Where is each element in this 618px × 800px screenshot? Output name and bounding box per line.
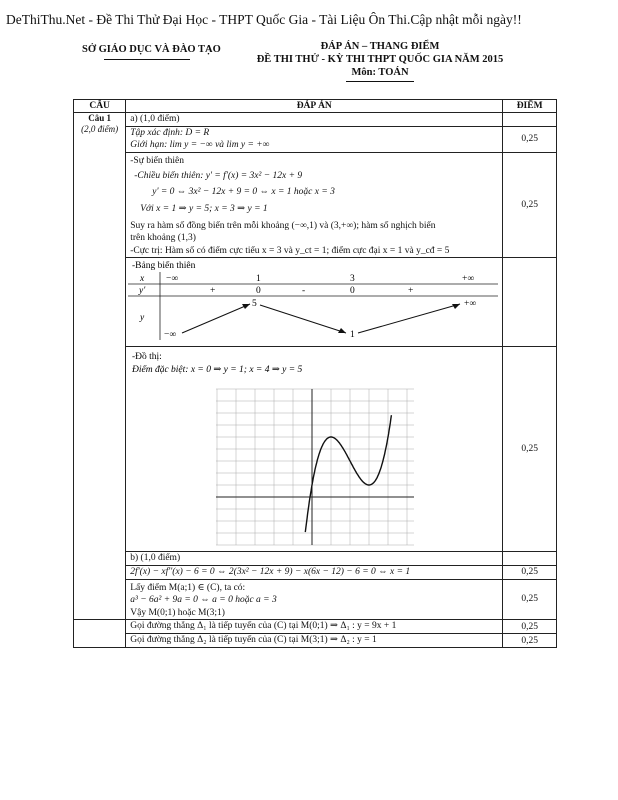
score-cell <box>503 552 557 566</box>
col-header-question: CÂU <box>74 100 126 113</box>
part-a-heading: a) (1,0 điểm) <box>126 113 503 127</box>
critical-points-text: y' = 0 ⇔ 3x² − 12x + 9 = 0 ⇔ x = 1 hoặc x = 3 <box>152 186 335 197</box>
sign: + <box>210 286 216 296</box>
sign: 0 <box>256 286 261 296</box>
site-banner: DeThiThu.Net - Đề Thi Thử Đại Học - THPT Quốc Gia - Tài Liệu Ôn Thi.Cập nhật mỗi ngày!! <box>6 12 522 27</box>
y-row-label: y <box>140 313 145 323</box>
question-points: (2,0 điểm) <box>81 124 119 134</box>
table-row <box>74 126 557 152</box>
x-value: −∞ <box>166 274 179 284</box>
y-value: −∞ <box>164 330 177 340</box>
table-row <box>74 347 557 552</box>
score-value: 0,25 <box>503 634 557 648</box>
point-solution-cell <box>126 579 503 620</box>
decreasing-interval-text: trên khoảng (1,3) <box>130 233 196 243</box>
table-row <box>74 565 557 579</box>
x-row-label: x <box>140 274 145 284</box>
score-value: 0,25 <box>503 620 557 634</box>
x-value: +∞ <box>462 274 475 284</box>
tangent-2-text: Gọi đường thẳng Δ₂ là tiếp tuyến của (C) tại M(3;1) ⇒ Δ₂ : y = 1 <box>126 634 503 648</box>
score-value: 0,25 <box>503 152 557 258</box>
extreme-values-text: Với x = 1 ⇒ y = 5; x = 3 ⇒ y = 1 <box>140 204 268 214</box>
answer-table <box>73 99 557 648</box>
derivative-text: -Chiều biến thiên: y' = f'(x) = 3x² − 12x + 9 <box>134 171 303 181</box>
score-value: 0,25 <box>503 347 557 552</box>
increasing-arrow <box>358 304 460 333</box>
variation-table-title: -Bảng biến thiên <box>132 261 196 271</box>
graph-title: -Đồ thị: <box>132 352 163 362</box>
score-cell <box>503 113 557 127</box>
sign: 0 <box>350 286 355 296</box>
table-row <box>74 579 557 620</box>
decreasing-arrow <box>260 305 346 333</box>
domain-text: Tập xác định: D = R <box>130 127 210 138</box>
table-row <box>74 258 557 347</box>
table-row <box>74 620 557 634</box>
sign: - <box>302 286 306 296</box>
answer-key-title: ĐÁP ÁN – THANG ĐIỂM <box>320 41 440 52</box>
yprime-row-label: y' <box>139 286 146 296</box>
variation-cell <box>126 152 503 258</box>
cubic-curve <box>306 415 392 532</box>
point-text: Lấy điểm M(a;1) ∈ (C), ta có: <box>130 582 246 593</box>
conclusion-text: Vậy M(0;1) hoặc M(3;1) <box>130 607 225 618</box>
question-label: Câu 1 <box>88 113 111 123</box>
department-underline <box>104 59 190 60</box>
table-header-row <box>74 100 557 113</box>
function-graph <box>126 347 502 548</box>
increasing-arrow <box>182 304 250 333</box>
table-row <box>74 113 557 127</box>
variation-table-cell <box>126 258 503 347</box>
cubic-equation-text: a³ − 6a² + 9a = 0 ⇔ a = 0 hoặc a = 3 <box>130 595 277 605</box>
y-value: +∞ <box>464 299 477 309</box>
table-row <box>74 152 557 258</box>
question-cell <box>74 113 126 620</box>
x-value: 3 <box>350 274 355 284</box>
extrema-text: -Cực trị: Hàm số có điểm cực tiểu x = 3 và y_ct = 1; điểm cực đại x = 1 và y_cđ = 5 <box>130 245 450 256</box>
monotonic-text: Suy ra hàm số đồng biến trên mỗi khoảng (−∞,1) và (3,+∞); hàm số nghịch biến <box>130 220 436 231</box>
limit-text: Giới hạn: lim y = −∞ và lim y = +∞ <box>130 140 270 150</box>
table-row <box>74 634 557 648</box>
score-value: 0,25 <box>503 579 557 620</box>
y-value: 1 <box>350 330 355 340</box>
col-header-score: ĐIỂM <box>503 100 557 113</box>
department-name: SỞ GIÁO DỤC VÀ ĐÀO TẠO <box>82 44 221 55</box>
exam-title: ĐỀ THI THỬ - KỲ THI THPT QUỐC GIA NĂM 2015 <box>256 54 504 65</box>
col-header-answer: ĐÁP ÁN <box>126 100 503 113</box>
equation-text: 2f'(x) − xf''(x) − 6 = 0 ⇔ 2(3x² − 12x + 9) − x(6x − 12) − 6 = 0 ⇔ x = 1 <box>126 565 503 579</box>
subject-underline <box>346 81 414 82</box>
x-value: 1 <box>256 274 261 284</box>
arrowhead <box>452 304 460 309</box>
variation-heading: -Sự biến thiên <box>130 155 184 166</box>
graph-cell <box>126 347 503 552</box>
subject: Môn: TOÁN <box>351 67 409 78</box>
special-points-text: Điểm đặc biệt: x = 0 ⇒ y = 1; x = 4 ⇒ y = 5 <box>132 365 303 375</box>
question-cell-empty <box>74 620 126 648</box>
tangent-1-text: Gọi đường thẳng Δ₁ là tiếp tuyến của (C) tại M(0;1) ⇒ Δ₁ : y = 9x + 1 <box>126 620 503 634</box>
score-cell <box>503 258 557 347</box>
variation-table <box>126 258 502 343</box>
score-value: 0,25 <box>503 565 557 579</box>
part-b-heading: b) (1,0 điểm) <box>126 552 503 566</box>
domain-limits-cell <box>126 126 503 152</box>
table-row <box>74 552 557 566</box>
exam-header <box>250 40 510 79</box>
y-value: 5 <box>252 299 257 309</box>
score-value: 0,25 <box>503 126 557 152</box>
sign: + <box>408 286 414 296</box>
